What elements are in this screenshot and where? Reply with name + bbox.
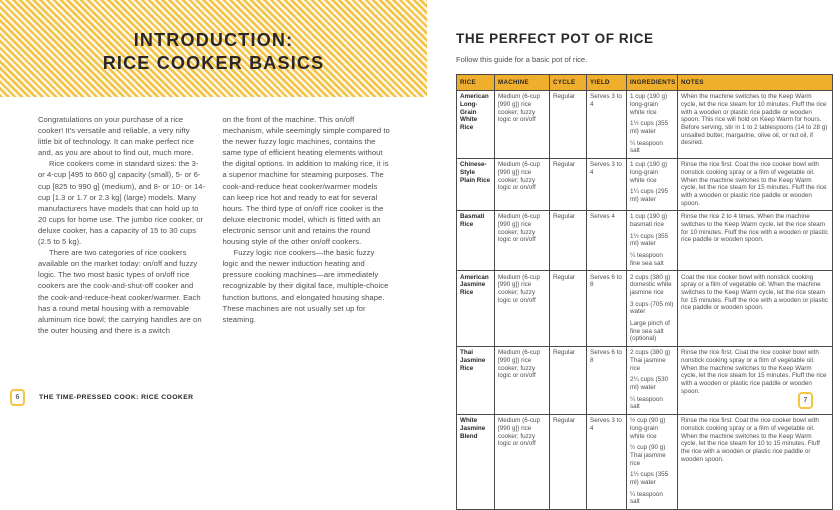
chapter-title (103, 23, 325, 75)
body-paragraph: on the front of the machine. This on/off mechanism, while seemingly simple compared to the newer fuzzy logic machines, contains the same type of efficient heating elements without the digital options. In addition to making rice, it is a superior machine for steaming purposes. The cook-and-reduce heat cooker/warmer models can keep rice hot and ready to eat for several hours. The third type of on/off rice cooker is the deluxe electronic model, which is fitted with an electronic sensor unit and retains the round housing style of the other on/off cookers. (222, 115, 390, 247)
column-header-rice: RICE (457, 75, 495, 91)
body-paragraph: Rice cookers come in standard sizes: the 3- or 4-cup [495 to 660 g] capacity (small), 5- or 6-cup [825 to 990 g] (medium), and 8- or 10- or 14-cup [1.3 or 1.7 or 2.3 kg] (large) models. Many manufacturers have models that can hold up to 20 cups for home use. The jumbo rice cooker, or deluxe cooker, has a capacity of 15 to 30 cups (2.5 to 5 kg). (38, 159, 206, 247)
cell-notes: Rinse the rice first. Coat the rice cooker bowl with nonstick cooking spray or a film of vegetable oil. When the machine switches to the Keep Warm cycle, let the rice steam for 15 minutes. Fluff the rice with a wooden or plastic rice paddle or wooden spoon. (678, 158, 833, 210)
body-text (38, 114, 390, 336)
ingredient-line: ½ cup (90 g) Thai jasmine rice (630, 444, 666, 467)
cell-ingredients (627, 90, 678, 158)
column-header-cycle: CYCLE (550, 75, 587, 91)
ingredient-line: ¼ teaspoon salt (630, 395, 663, 411)
cell-ingredients (627, 346, 678, 414)
body-paragraph: Fuzzy logic rice cookers—the basic fuzzy logic and the newer induction heating and pressure cooking machines—are immediately recognizable by their digital face, multiple-choice function buttons, and elongated housing shape. These machines are not usually set up for steaming. (222, 248, 389, 324)
cell-cycle: Regular (550, 210, 587, 270)
cell-ingredients (627, 210, 678, 270)
section-subtitle: Follow this guide for a basic pot of rice. (456, 55, 588, 64)
cell-machine: Medium (6-cup [990 g]) rice cooker; fuzzy logic or on/off (495, 414, 550, 509)
ingredient-line: 1 cup (190 g) long-grain white rice (630, 93, 668, 116)
running-footer-title: THE TIME-PRESSED COOK: RICE COOKER (39, 394, 194, 401)
text-column-1 (38, 114, 206, 336)
page-number-right: 7 (798, 392, 813, 409)
ingredient-line: 2¼ cups (530 ml) water (630, 376, 669, 391)
ingredient-line: 1 cup (190 g) basmati rice (630, 213, 668, 229)
cell-ingredients (627, 414, 678, 509)
cell-yield: Serves 3 to 4 (587, 158, 627, 210)
cell-notes: Coat the rice cooker bowl with nonstick cooking spray or a film of vegetable oil. When the machine switches to the Keep Warm cycle, let the rice steam for 15 minutes. Fluff the rice with a wooden or plastic rice paddle or wooden spoon. (678, 271, 833, 347)
ingredient-line: ¼ teaspoon salt (630, 490, 663, 506)
left-page-footer (10, 389, 193, 406)
section-title: THE PERFECT POT OF RICE (456, 31, 654, 46)
right-page-footer (798, 389, 813, 409)
cell-notes: When the machine switches to the Keep Warm cycle, let the rice steam for 10 minutes. Fluff the rice with a wooden or plastic rice paddle or wooden spoon. This rice will hold on Keep Warm for hours. Before serving, stir in 1 to 2 tablespoons (14 to 28 g) unsalted butter, margarine, olive oil, or nut oil, if desired. (678, 90, 833, 158)
cell-yield: Serves 3 to 4 (587, 414, 627, 509)
table-row (457, 414, 833, 509)
table-row (457, 210, 833, 270)
cell-notes: Rinse the rice first. Coat the rice cooker bowl with nonstick cooking spray or a film of vegetable oil. When the machine switches to the Keep Warm cycle, let the rice steam for 10 to 15 minutes. Fluff the rice with a wooden or plastic rice paddle or wooden spoon. (678, 414, 833, 509)
cell-rice: American Jasmine Rice (457, 271, 495, 347)
rice-guide-table (456, 74, 833, 510)
ingredient-line: 2 cups (380 g) Thai jasmine rice (630, 349, 671, 372)
cell-yield: Serves 4 (587, 210, 627, 270)
table-row (457, 346, 833, 414)
column-header-machine: MACHINE (495, 75, 550, 91)
cell-yield: Serves 3 to 4 (587, 90, 627, 158)
cell-notes: Rinse the rice 2 to 4 times. When the machine switches to the Keep Warm cycle, let the rice steam for 10 minutes. Fluff the rice with a wooden or plastic rice paddle or wooden spoon. (678, 210, 833, 270)
chapter-title-line2: RICE COOKER BASICS (102, 52, 325, 73)
ingredient-line: ¼ teaspoon fine sea salt (630, 252, 664, 267)
cell-machine: Medium (6-cup [990 g]) rice cooker; fuzzy logic or on/off (495, 90, 550, 158)
cell-cycle: Regular (550, 90, 587, 158)
ingredient-line: ½ cup (90 g) long-grain white rice (630, 417, 666, 440)
ingredient-line: 1¼ cups (295 ml) water (630, 188, 669, 203)
cell-cycle: Regular (550, 271, 587, 347)
column-header-notes: NOTES (678, 75, 833, 91)
cell-machine: Medium (6-cup [990 g]) rice cooker; fuzzy logic or on/off (495, 346, 550, 414)
ingredient-line: 1½ cups (355 ml) water (630, 232, 669, 248)
page-number-left: 6 (10, 389, 25, 406)
ingredient-line: 2 cups (380 g) domestic white jasmine rice (630, 273, 672, 296)
table-row (457, 90, 833, 158)
table-row (457, 271, 833, 347)
cell-rice: Basmati Rice (457, 210, 495, 270)
ingredient-line: 1½ cups (355 ml) water (630, 120, 669, 136)
table-header-row (457, 75, 833, 91)
cell-yield: Serves 6 to 8 (587, 346, 627, 414)
cell-machine: Medium (6-cup [990 g]) rice cooker; fuzzy logic or on/off (495, 158, 550, 210)
cell-rice: White Jasmine Blend (457, 414, 495, 509)
chapter-banner (0, 0, 427, 97)
column-header-yield: YIELD (587, 75, 627, 91)
cell-rice: Chinese-Style Plain Rice (457, 158, 495, 210)
cell-machine: Medium (6-cup [990 g]) rice cooker; fuzzy logic or on/off (495, 271, 550, 347)
cell-cycle: Regular (550, 414, 587, 509)
body-paragraph: There are two categories of rice cookers available on the market today: on/off and fuzzy logic. The two most basic types of on/off rice cookers are the cook-and-shut-off cooker and the cook-and-reduce-heat cooker/warmer. Each has a round metal housing with a removable aluminum rice bowl; the carrying handles are on the outer housing and there is a switch (38, 248, 202, 335)
cell-ingredients (627, 158, 678, 210)
ingredient-line: 3 cups (705 ml) water (630, 300, 674, 316)
body-paragraph: Congratulations on your purchase of a rice cooker! It's versatile and reliable, a very nifty little bit of technology. It can make perfect rice and, as you are about to find out, much more. (38, 115, 194, 158)
ingredient-line: 1 cup (190 g) long-grain white rice (630, 161, 668, 184)
cell-cycle: Regular (550, 158, 587, 210)
cell-rice: Thai Jasmine Rice (457, 346, 495, 414)
cell-yield: Serves 6 to 8 (587, 271, 627, 347)
page-left (0, 0, 427, 420)
chapter-title-line1: INTRODUCTION: (133, 29, 294, 50)
cell-ingredients (627, 271, 678, 347)
ingredient-line: Large pinch of fine sea salt (optional) (630, 320, 670, 343)
cell-machine: Medium (6-cup [990 g]) rice cooker; fuzzy logic or on/off (495, 210, 550, 270)
cell-rice: American Long-Grain White Rice (457, 90, 495, 158)
table-row (457, 158, 833, 210)
page-right (427, 0, 840, 506)
cell-cycle: Regular (550, 346, 587, 414)
rice-table-body (457, 90, 833, 509)
ingredient-line: 1½ cups (355 ml) water (630, 471, 669, 487)
ingredient-line: ¼ teaspoon salt (630, 139, 663, 155)
cell-notes: Rinse the rice first. Coat the rice cooker bowl with nonstick cooking spray or a film of vegetable oil. When the machine switches to the Keep Warm cycle, let the rice steam for 15 minutes. Fluff the rice with a wooden or plastic rice paddle or wooden spoon. (678, 346, 833, 414)
column-header-ingredients: INGREDIENTS (627, 75, 678, 91)
text-column-2 (223, 114, 391, 336)
